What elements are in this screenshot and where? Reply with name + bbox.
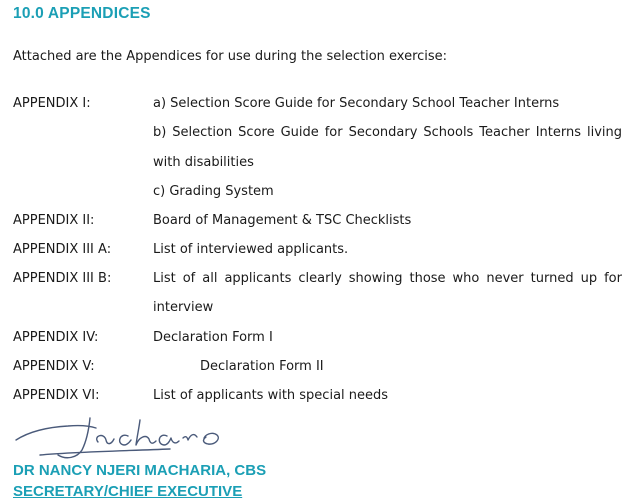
appendix-row <box>0 359 634 383</box>
appendix-row <box>0 330 634 354</box>
appendix-row <box>0 184 634 208</box>
appendix-description: Declaration Form II <box>200 359 324 374</box>
intro-paragraph: Attached are the Appendices for use during the selection exercise: <box>13 49 448 64</box>
appendix-row <box>0 271 634 295</box>
appendix-row <box>0 96 634 120</box>
appendix-label: APPENDIX V: <box>13 359 95 374</box>
appendix-row <box>0 300 634 324</box>
appendix-description: List of interviewed applicants. <box>153 242 349 257</box>
appendix-description: a) Selection Score Guide for Secondary School Teacher Interns <box>153 96 560 111</box>
appendix-row <box>0 213 634 237</box>
appendix-label: APPENDIX I: <box>13 96 91 111</box>
appendix-row <box>0 155 634 179</box>
section-heading: 10.0 APPENDICES <box>13 5 151 22</box>
appendix-description: with disabilities <box>153 155 254 170</box>
appendix-row <box>0 388 634 412</box>
signatory-name: DR NANCY NJERI MACHARIA, CBS <box>13 462 267 479</box>
appendix-row <box>0 125 634 149</box>
appendix-description: Board of Management & TSC Checklists <box>153 213 412 228</box>
appendix-label: APPENDIX II: <box>13 213 95 228</box>
appendix-description: List of all applicants clearly showing those who never turned up for <box>153 271 622 286</box>
appendix-row <box>0 242 634 266</box>
appendix-description: List of applicants with special needs <box>153 388 389 403</box>
appendix-description: c) Grading System <box>153 184 274 199</box>
appendix-label: APPENDIX III B: <box>13 271 112 286</box>
appendix-description: interview <box>153 300 214 315</box>
appendix-description: b) Selection Score Guide for Secondary Schools Teacher Interns living <box>153 125 622 140</box>
appendix-label: APPENDIX VI: <box>13 388 100 403</box>
appendix-description: Declaration Form I <box>153 330 273 345</box>
signature-image <box>10 414 250 466</box>
signatory-title: SECRETARY/CHIEF EXECUTIVE <box>13 483 243 500</box>
appendix-label: APPENDIX III A: <box>13 242 112 257</box>
appendix-label: APPENDIX IV: <box>13 330 99 345</box>
